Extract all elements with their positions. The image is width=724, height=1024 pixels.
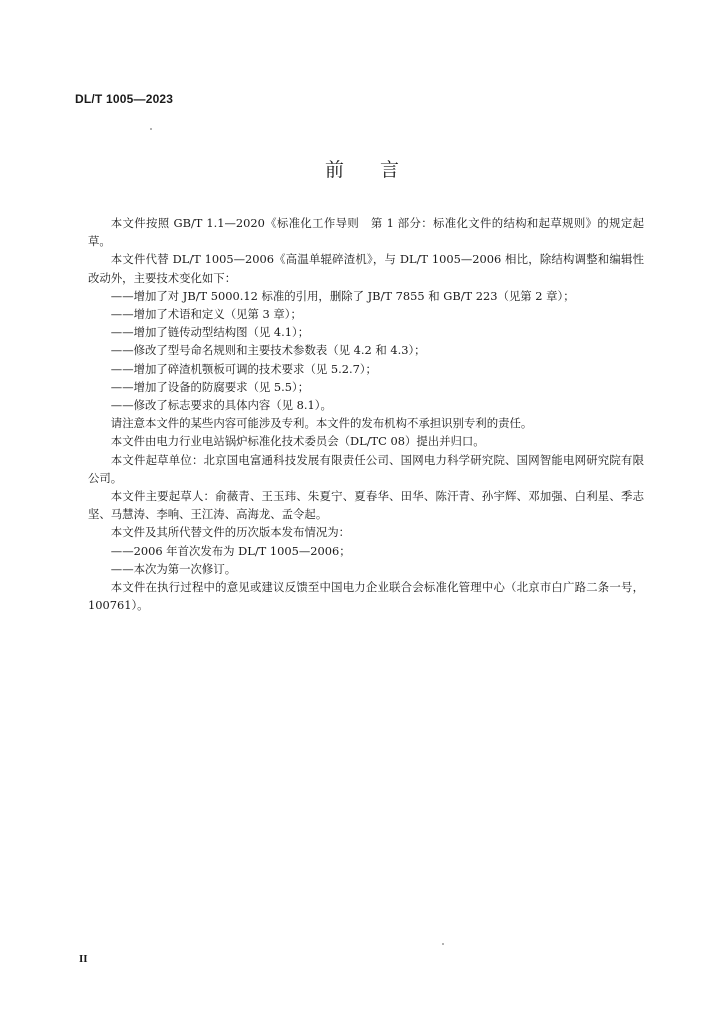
page-number: II — [79, 953, 88, 965]
foreword-body — [88, 214, 644, 614]
document-number: DL/T 1005—2023 — [75, 92, 174, 106]
paragraph: 请注意本文件的某些内容可能涉及专利。本文件的发布机构不承担识别专利的责任。 — [110, 416, 533, 431]
paragraph: 本文件起草单位：北京国电富通科技发展有限责任公司、国网电力科学研究院、国网智能电网研究院有限公司。 — [88, 452, 644, 485]
list-item: ——修改了型号命名规则和主要技术参数表（见 4.2 和 4.3）； — [110, 343, 426, 358]
list-item: ——本次为第一次修订。 — [110, 561, 237, 576]
paragraph: 本文件按照 GB/T 1.1—2020《标准化工作导则 第 1 部分：标准化文件的结构和起草规则》的规定起草。 — [88, 216, 644, 249]
list-item: ——增加了对 JB/T 5000.12 标准的引用，删除了 JB/T 7855 和 GB/T 223（见第 2 章）； — [110, 288, 575, 303]
paragraph: 本文件及其所代替文件的历次版本发布情况为： — [110, 525, 351, 540]
scan-speck — [442, 943, 444, 945]
scan-speck — [150, 128, 152, 130]
list-item: ——增加了碎渣机颚板可调的技术要求（见 5.2.7）； — [110, 361, 377, 376]
list-item: ——增加了设备的防腐要求（见 5.5）； — [110, 379, 310, 394]
list-item: ——增加了链传动型结构图（见 4.1）； — [110, 325, 310, 340]
paragraph: 本文件代替 DL/T 1005—2006《高温单辊碎渣机》，与 DL/T 1005—2006 相比，除结构调整和编辑性改动外，主要技术变化如下： — [88, 252, 644, 285]
paragraph: 本文件在执行过程中的意见或建议反馈至中国电力企业联合会标准化管理中心（北京市白广路二条一号，100761）。 — [88, 580, 644, 613]
list-item: ——修改了标志要求的具体内容（见 8.1）。 — [110, 398, 332, 413]
paragraph: 本文件由电力行业电站锅炉标准化技术委员会（DL/TC 08）提出并归口。 — [110, 434, 485, 449]
list-item: ——增加了术语和定义（见第 3 章）； — [110, 307, 302, 322]
list-item: ——2006 年首次发布为 DL/T 1005—2006； — [110, 543, 351, 558]
paragraph: 本文件主要起草人：俞薇青、王玉玮、朱夏宁、夏春华、田华、陈汗青、孙宇辉、邓加强、白利星、季志坚、马慧涛、李响、王江涛、高海龙、孟令起。 — [88, 489, 644, 522]
page-title: 前言 — [324, 159, 435, 181]
